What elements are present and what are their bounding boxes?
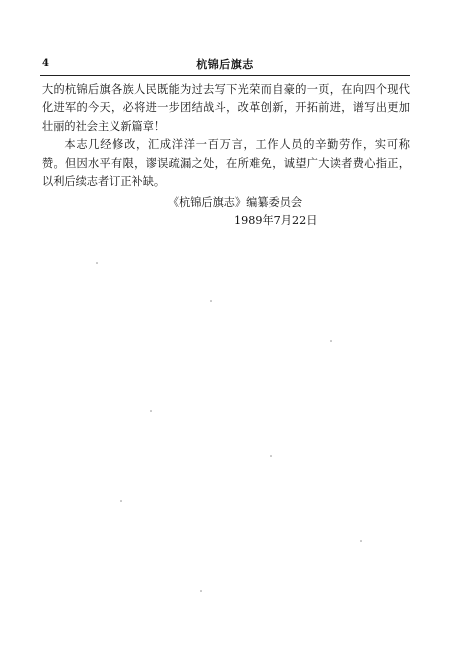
paragraph-acknowledgement: 本志几经修改，汇成洋洋一百万言，工作人员的辛勤劳作，实可称赞。但因水平有限，谬误疏漏之处，在所难免，诚望广大读者费心指正，以利后续志者订正补缺。 (42, 138, 410, 189)
speckle-dot (120, 500, 122, 502)
header-rule (40, 75, 410, 76)
signature-committee: 《杭锦后旗志》编纂委员会 (167, 196, 303, 209)
speckle-dot (360, 540, 362, 542)
page-header (40, 56, 410, 76)
paragraph-continued: 大的杭锦后旗各族人民既能为过去写下光荣而自豪的一页，在向四个现代化进军的今天，必将进一步团结战斗，改革创新，开拓前进，谱写出更加壮丽的社会主义新篇章！ (42, 83, 410, 133)
speckle-dot (270, 455, 272, 457)
speckle-dot (96, 262, 98, 264)
speckle-dot (210, 300, 212, 302)
speckle-dot (330, 340, 332, 342)
body-text (42, 81, 410, 191)
speckle-dot (150, 410, 152, 412)
page-number: 4 (42, 58, 49, 69)
signature-date: 1989年7月22日 (234, 214, 318, 227)
running-title: 杭锦后旗志 (196, 58, 254, 71)
speckle-dot (200, 590, 202, 592)
